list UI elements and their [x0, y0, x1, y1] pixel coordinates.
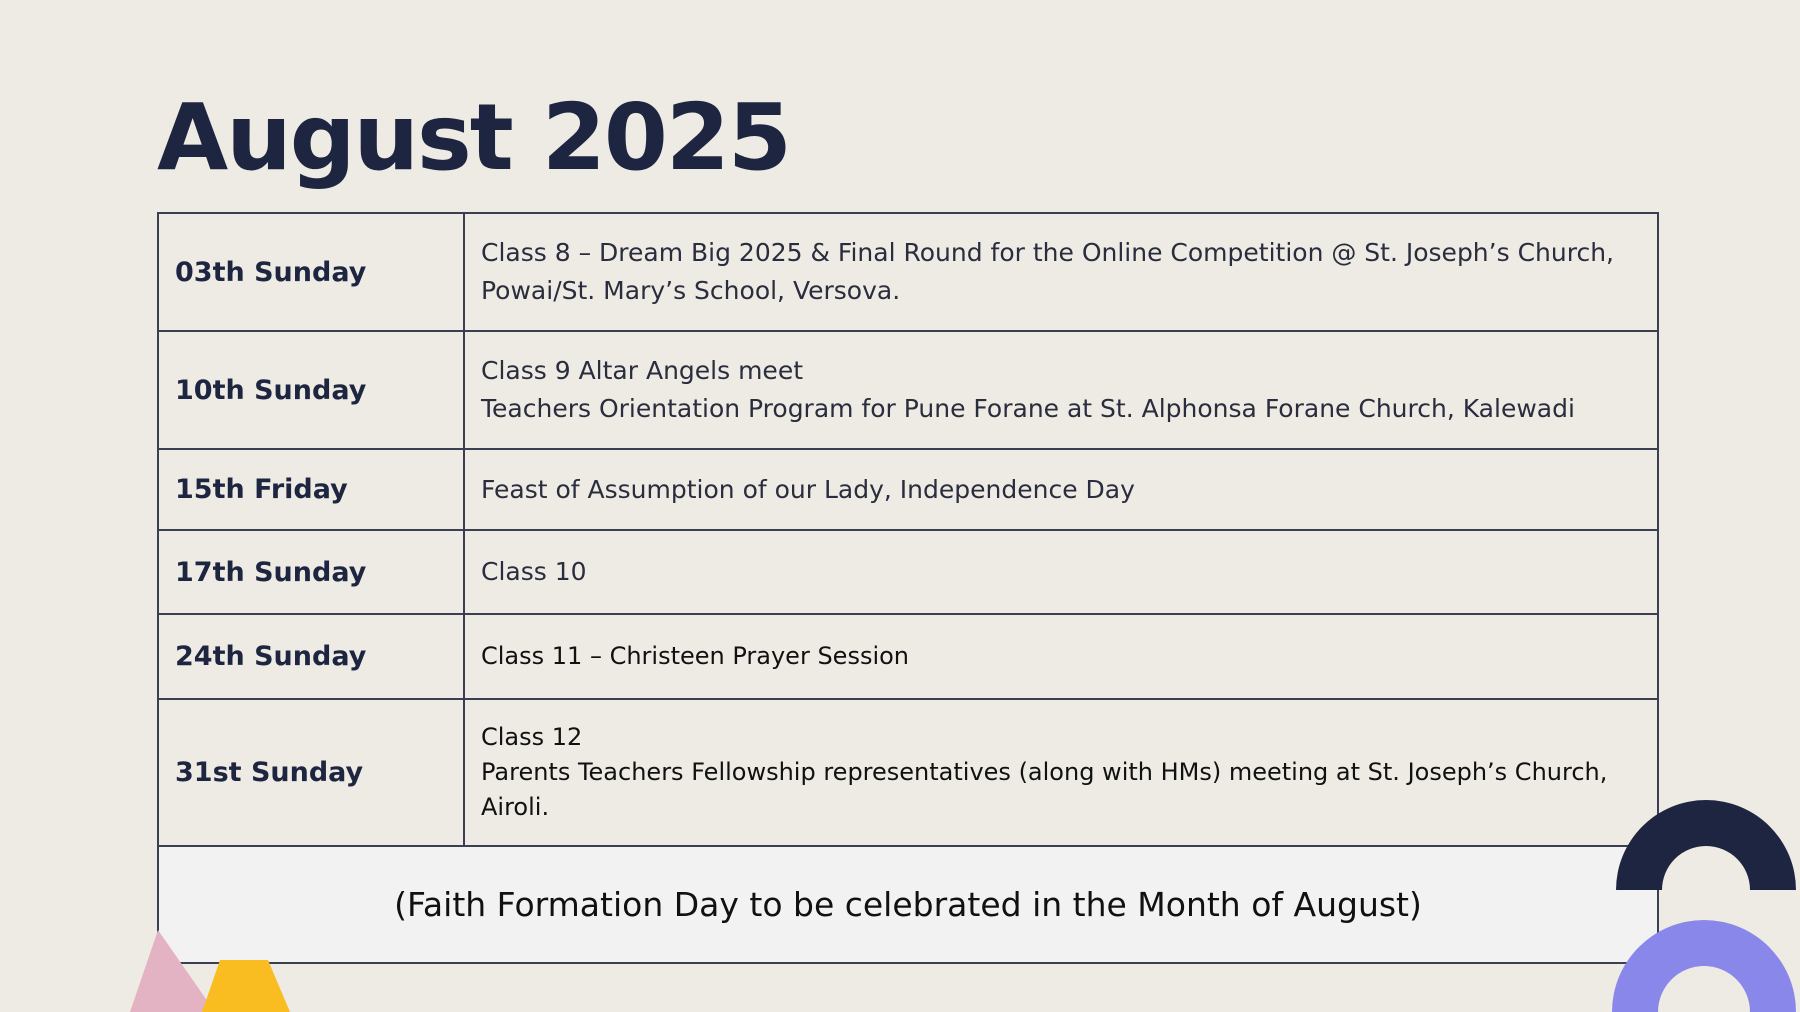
row-event: [464, 449, 1658, 530]
row-event: [464, 614, 1658, 699]
row-event: [464, 331, 1658, 449]
event-line: Parents Teachers Fellowship representatives (along with HMs) meeting at St. Joseph’s Church, Airoli.: [481, 758, 1608, 821]
footer-note: (Faith Formation Day to be celebrated in the Month of August): [158, 846, 1658, 963]
row-date: 15th Friday: [158, 449, 464, 530]
table-row: [158, 449, 1658, 530]
table-row: [158, 331, 1658, 449]
row-date: 31st Sunday: [158, 699, 464, 846]
row-event: [464, 530, 1658, 614]
row-date: 24th Sunday: [158, 614, 464, 699]
table-row: [158, 699, 1658, 846]
event-line: Class 11 – Christeen Prayer Session: [481, 642, 910, 670]
event-line: Class 9 Altar Angels meet: [481, 356, 803, 385]
row-date: 03th Sunday: [158, 213, 464, 331]
event-line: Feast of Assumption of our Lady, Independence Day: [481, 474, 1135, 504]
event-line: Class 10: [481, 557, 587, 586]
schedule-table: [157, 212, 1659, 964]
table-row: [158, 213, 1658, 331]
row-event: [464, 699, 1658, 846]
row-date: 17th Sunday: [158, 530, 464, 614]
table-row: [158, 614, 1658, 699]
decorative-shapes-left: [130, 930, 300, 1012]
row-date: 10th Sunday: [158, 331, 464, 449]
table-row: [158, 530, 1658, 614]
event-line: Class 8 – Dream Big 2025 & Final Round for the Online Competition @ St. Joseph’s Church, Powai/St. Mary’s School, Versova.: [481, 238, 1614, 305]
page-title: August 2025: [157, 84, 790, 191]
row-event: [464, 213, 1658, 331]
yellow-triangle-shape: [202, 960, 290, 1012]
decorative-arcs-right: [1600, 780, 1800, 1012]
pink-triangle-shape: [130, 930, 215, 1012]
event-line: Class 12: [481, 723, 583, 751]
footer-row: [158, 846, 1658, 963]
navy-arc-shape: [1616, 800, 1796, 890]
event-line: Teachers Orientation Program for Pune Forane at St. Alphonsa Forane Church, Kalewadi: [481, 394, 1575, 423]
purple-arc-shape: [1612, 920, 1796, 1012]
